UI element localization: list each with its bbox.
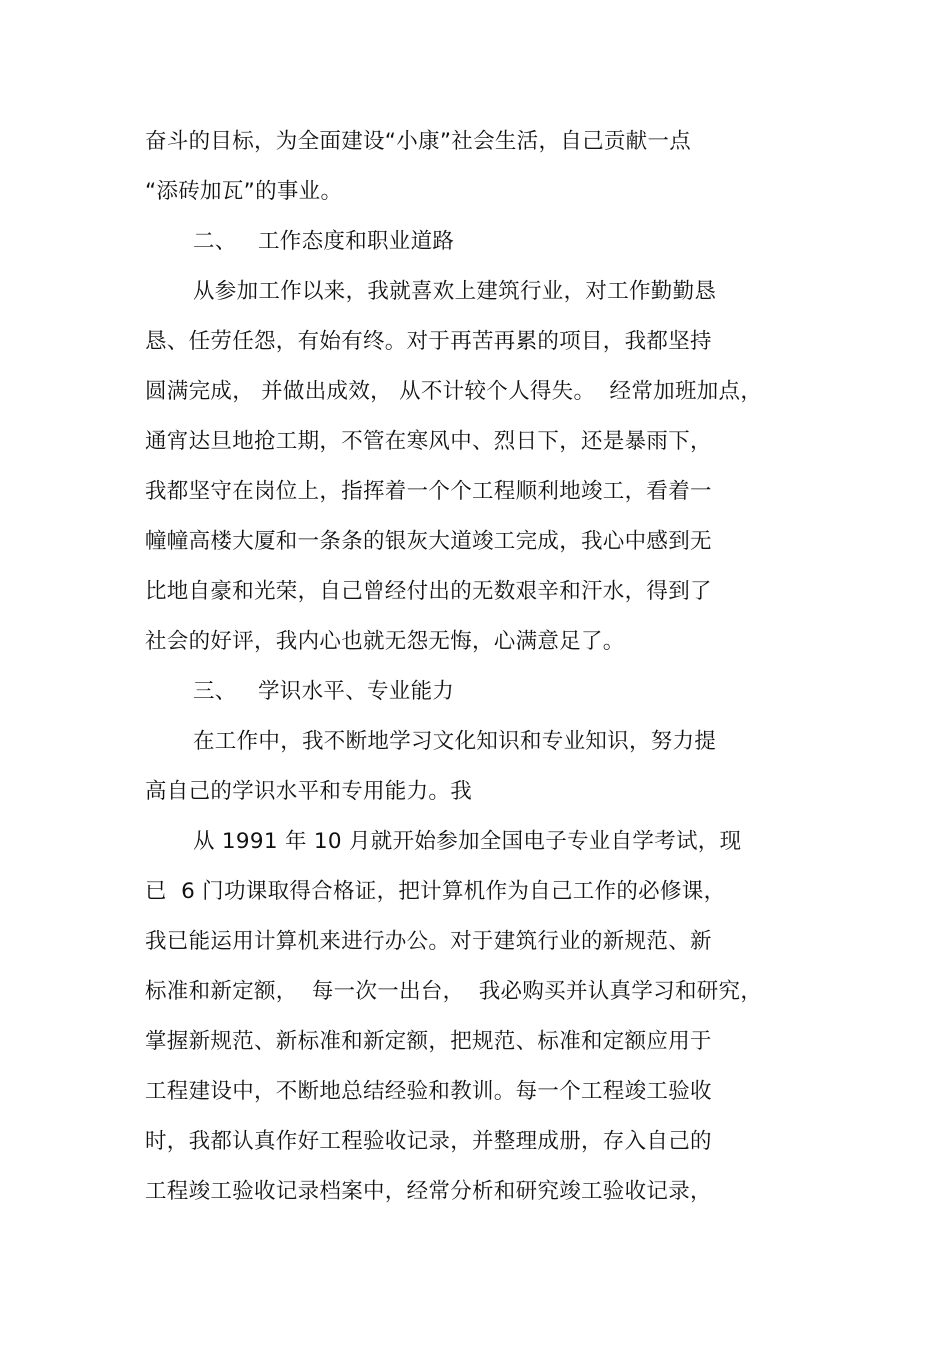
paragraph-line: 在工作中，我不断地学习文化知识和专业知识，努力提 <box>193 729 717 754</box>
paragraph-line: 奋斗的目标，为全面建设“小康”社会生活，自己贡献一点 <box>145 129 692 154</box>
paragraph-line: 已 6 门功课取得合格证，把计算机作为自己工作的必修课， <box>145 879 726 904</box>
paragraph-line: 比地自豪和光荣，自己曾经付出的无数艰辛和汗水，得到了 <box>145 579 712 604</box>
paragraph-line: 工程竣工验收记录档案中，经常分析和研究竣工验收记录， <box>145 1179 712 1204</box>
paragraph-line: 从参加工作以来，我就喜欢上建筑行业，对工作勤勤恳 <box>193 279 717 304</box>
paragraph-line: 幢幢高楼大厦和一条条的银灰大道竣工完成，我心中感到无 <box>145 529 712 554</box>
section-heading-2: 二、 工作态度和职业道路 <box>193 229 455 254</box>
paragraph-line: 我已能运用计算机来进行办公。对于建筑行业的新规范、新 <box>145 929 712 954</box>
paragraph-line: 时，我都认真作好工程验收记录，并整理成册，存入自己的 <box>145 1129 712 1154</box>
paragraph-line: 社会的好评，我内心也就无怨无悔，心满意足了。 <box>145 629 625 654</box>
paragraph-line: 从 1991 年 10 月就开始参加全国电子专业自学考试，现 <box>193 829 742 854</box>
paragraph-line: 圆满完成， 并做出成效， 从不计较个人得失。 经常加班加点， <box>145 379 763 404</box>
paragraph-line: 掌握新规范、新标准和新定额，把规范、标准和定额应用于 <box>145 1029 712 1054</box>
paragraph-line: 通宵达旦地抢工期，不管在寒风中、烈日下，还是暴雨下， <box>145 429 712 454</box>
paragraph-line: 我都坚守在岗位上，指挥着一个个工程顺利地竣工，看着一 <box>145 479 712 504</box>
paragraph-line: 工程建设中，不断地总结经验和教训。每一个工程竣工验收 <box>145 1079 712 1104</box>
paragraph-line: 高自己的学识水平和专用能力。我 <box>145 779 473 804</box>
section-heading-3: 三、 学识水平、专业能力 <box>193 679 455 704</box>
paragraph-line: 恳、任劳任怨，有始有终。对于再苦再累的项目，我都坚持 <box>145 329 712 354</box>
paragraph-line: 标准和新定额， 每一次一出台， 我必购买并认真学习和研究， <box>145 979 763 1004</box>
paragraph-line: “添砖加瓦”的事业。 <box>145 179 343 204</box>
